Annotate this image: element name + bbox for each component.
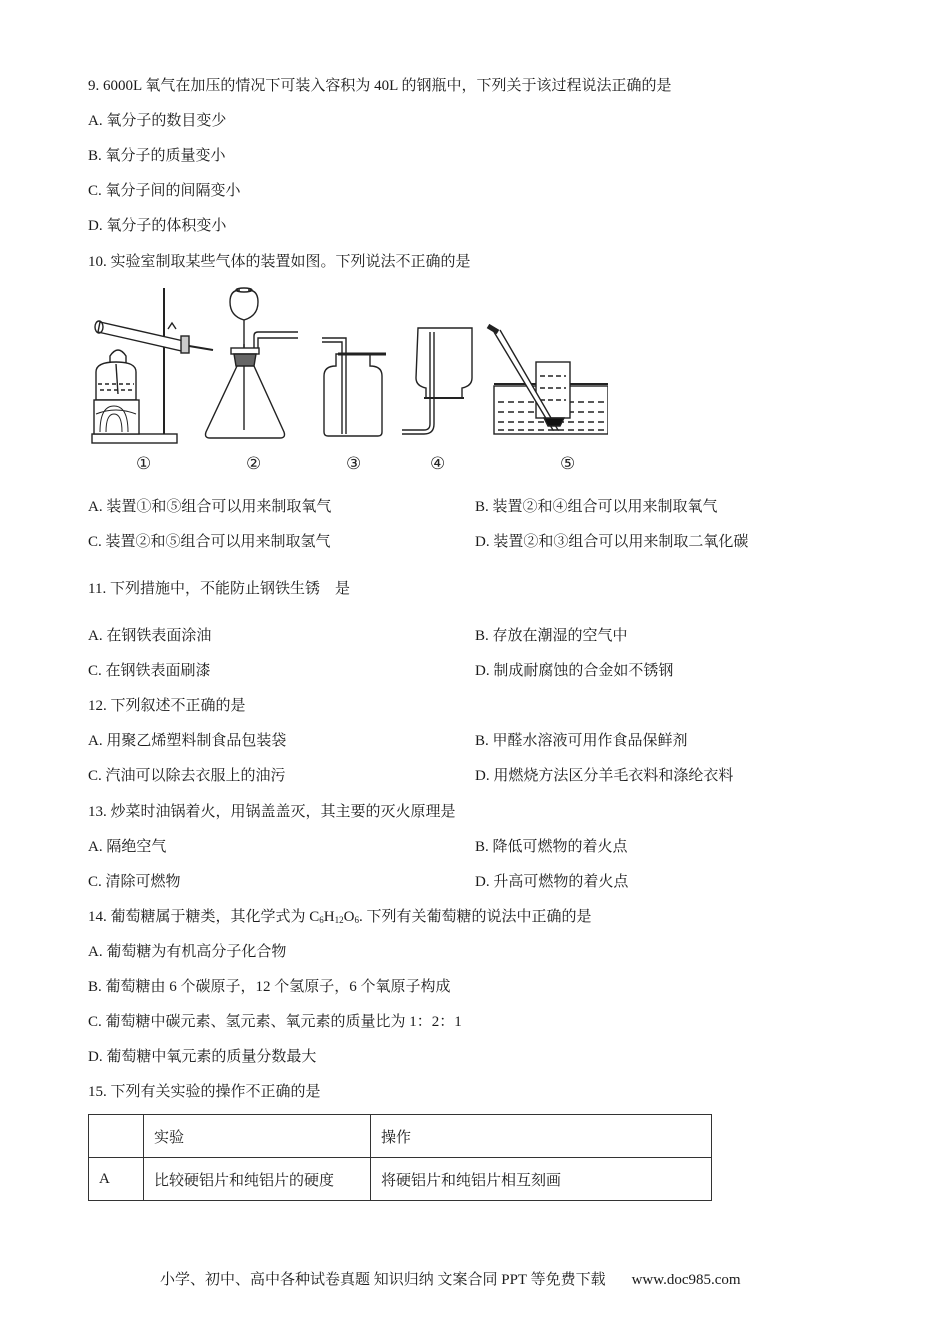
q9-stem: 9. 6000L 氧气在加压的情况下可装入容积为 40L 的钢瓶中，下列关于该过程说法正确的是 xyxy=(88,78,672,94)
q15-table xyxy=(88,1114,712,1201)
q12-option-d: D. 用燃烧方法区分羊毛衣料和涤纶衣料 xyxy=(475,768,734,784)
q13-stem: 13. 炒菜时油锅着火，用锅盖盖灭，其主要的灭火原理是 xyxy=(88,804,456,820)
table-row xyxy=(89,1158,712,1201)
q14-option-a: A. 葡萄糖为有机高分子化合物 xyxy=(88,944,287,960)
q14-option-c: C. 葡萄糖中碳元素、氢元素、氧元素的质量比为 1：2：1 xyxy=(88,1014,462,1030)
page-footer xyxy=(160,1268,741,1289)
q11-stem: 11. 下列措施中，不能防止钢铁生锈 是 xyxy=(88,581,350,597)
figure-label-3: ③ xyxy=(346,454,362,474)
q13-option-d: D. 升高可燃物的着火点 xyxy=(475,874,629,890)
q11-option-a: A. 在钢铁表面涂油 xyxy=(88,628,212,644)
table-cell: 将硬铝片和纯铝片相互刻画 xyxy=(371,1158,712,1201)
q10-option-c: C. 装置②和⑤组合可以用来制取氢气 xyxy=(88,534,331,550)
q14-stem: 14. 葡萄糖属于糖类，其化学式为 $C_6H_{12}O_6$. 下列有关葡萄糖的说法中正确的是 xyxy=(88,909,592,925)
apparatus-2-flask-icon xyxy=(206,288,299,438)
q13-option-a: A. 隔绝空气 xyxy=(88,839,167,855)
figure-label-2: ② xyxy=(246,454,262,474)
q9-option-a: A. 氧分子的数目变少 xyxy=(88,113,227,129)
q12-option-a: A. 用聚乙烯塑料制食品包装袋 xyxy=(88,733,287,749)
footer-text: 小学、初中、高中各种试卷真题 知识归纳 文案合同 PPT 等免费下载 xyxy=(160,1272,606,1288)
apparatus-4-inverted-bottle-icon xyxy=(402,328,472,434)
figure-label-4: ④ xyxy=(430,454,446,474)
apparatus-5-water-trough-icon xyxy=(488,326,608,434)
figure-label-5: ⑤ xyxy=(560,454,576,474)
q9-option-d: D. 氧分子的体积变小 xyxy=(88,218,227,234)
q10-option-d: D. 装置②和③组合可以用来制取二氧化碳 xyxy=(475,534,749,550)
q12-option-b: B. 甲醛水溶液可用作食品保鲜剂 xyxy=(475,733,688,749)
q13-option-b: B. 降低可燃物的着火点 xyxy=(475,839,628,855)
apparatus-1-heating-setup-icon xyxy=(92,288,213,443)
table-header-row xyxy=(89,1115,712,1158)
table-header-cell: 操作 xyxy=(371,1115,712,1158)
q11-option-d: D. 制成耐腐蚀的合金如不锈钢 xyxy=(475,663,674,679)
apparatus-3-collection-bottle-icon xyxy=(322,338,386,436)
table-cell: A xyxy=(89,1158,144,1201)
q12-stem: 12. 下列叙述不正确的是 xyxy=(88,698,246,714)
q14-option-d: D. 葡萄糖中氧元素的质量分数最大 xyxy=(88,1049,317,1065)
table-header-cell: 实验 xyxy=(144,1115,371,1158)
q14-option-b: B. 葡萄糖由 6 个碳原子，12 个氢原子，6 个氧原子构成 xyxy=(88,979,451,995)
q15-stem: 15. 下列有关实验的操作不正确的是 xyxy=(88,1084,321,1100)
table-cell: 比较硬铝片和纯铝片的硬度 xyxy=(144,1158,371,1201)
q9-option-c: C. 氧分子间的间隔变小 xyxy=(88,183,241,199)
q11-option-c: C. 在钢铁表面刷漆 xyxy=(88,663,211,679)
q12-option-c: C. 汽油可以除去衣服上的油污 xyxy=(88,768,286,784)
q13-option-c: C. 清除可燃物 xyxy=(88,874,181,890)
q10-option-b: B. 装置②和④组合可以用来制取氧气 xyxy=(475,499,718,515)
q10-stem: 10. 实验室制取某些气体的装置如图。下列说法不正确的是 xyxy=(88,254,471,270)
q10-option-a: A. 装置①和⑤组合可以用来制取氧气 xyxy=(88,499,332,515)
figure-label-1: ① xyxy=(136,454,152,474)
table-header-cell xyxy=(89,1115,144,1158)
q9-option-b: B. 氧分子的质量变小 xyxy=(88,148,226,164)
footer-url-link[interactable]: www.doc985.com xyxy=(631,1272,741,1288)
q11-option-b: B. 存放在潮湿的空气中 xyxy=(475,628,628,644)
apparatus-figure xyxy=(88,284,608,484)
